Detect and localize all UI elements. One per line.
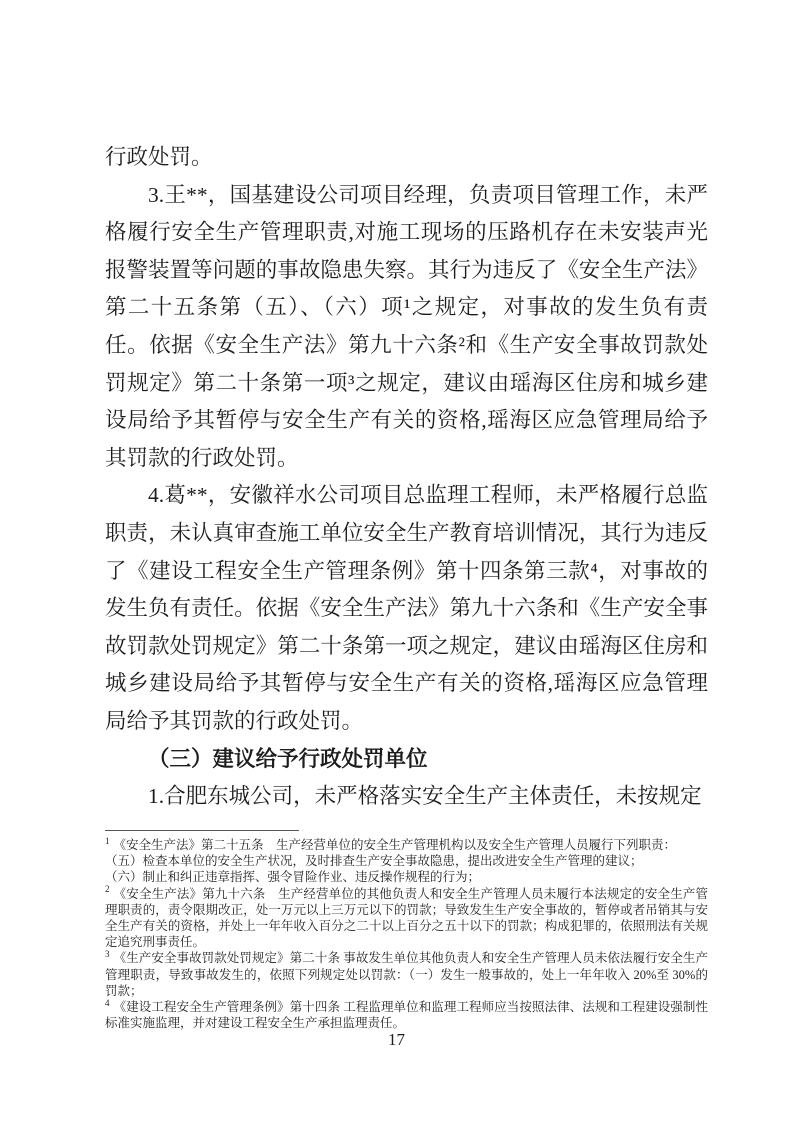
footnote-2-text: 《安全生产法》第九十六条 生产经营单位的其他负责人和安全生产管理人员未履行本法规定的安全生产管理职责的，责令限期改正，处一万元以上三万元以下的罚款；导致发生生产安全事故的，暂停或者吊销其与安全生产有关的资格，并处上一年年收入百分之二十以上百分之五十以下的罚款；构成犯罪的，依照刑法有关规定追究刑事责任。: [105, 886, 708, 950]
paragraph-person-4: 4.葛**，安徽祥水公司项目总监理工程师，未严格履行总监职责，未认真审查施工单位安全生产教育培训情况，其行为违反了《建设工程安全生产管理条例》第十四条第三款⁴，对事故的发生负有责任。依据《安全生产法》第九十六条和《生产安全事故罚款处罚规定》第二十条第一项之规定，建议由瑶海区住房和城乡建设局给予其暂停与安全生产有关的资格,瑶海区应急管理局给予其罚款的行政处罚。: [105, 483, 708, 733]
page-number: 17: [388, 1030, 405, 1049]
footnote-3-text: 《生产安全事故罚款处罚规定》第二十条 事故发生单位其他负责人和安全生产管理人员未依法履行安全生产管理职责，导致事故发生的，依照下列规定处以罚款：（一）发生一般事故的，处上一年年收入 20%至 30%的罚款；: [105, 951, 708, 998]
document-body: [105, 139, 708, 816]
footnote-4: [105, 999, 708, 1031]
footnote-3-marker: 3: [105, 949, 110, 960]
paragraph-unit-1: 1.合肥东城公司，未严格落实安全生产主体责任，未按规定: [148, 784, 702, 809]
footnote-1: [105, 837, 708, 853]
footnote-separator: [105, 830, 299, 831]
footnote-3: [105, 950, 708, 999]
paragraph-continuation: 行政处罚。: [105, 145, 213, 169]
footnote-1-marker: 1: [105, 835, 110, 846]
footnote-1-item-6: （六）制止和纠正违章指挥、强令冒险作业、违反操作规程的行为；: [105, 870, 481, 885]
footnotes-section: [105, 830, 708, 1031]
section-heading: （三）建议给予行政处罚单位: [148, 746, 428, 771]
paragraph-person-3: 3.王**，国基建设公司项目经理，负责项目管理工作，未严格履行安全生产管理职责,对施工现场的压路机存在未安装声光报警装置等问题的事故隐患失察。其行为违反了《安全生产法》第二十五条第（五）、（六）项¹之规定，对事故的发生负有责任。依据《安全生产法》第九十六条²和《生产安全事故罚款处罚规定》第二十条第一项³之规定，建议由瑶海区住房和城乡建设局给予其暂停与安全生产有关的资格,瑶海区应急管理局给予其罚款的行政处罚。: [105, 182, 708, 470]
footnote-2-marker: 2: [105, 884, 110, 895]
footnote-1-text: 《安全生产法》第二十五条 生产经营单位的安全生产管理机构以及安全生产管理人员履行下列职责：: [113, 838, 677, 852]
footnote-4-marker: 4: [105, 997, 110, 1008]
footnote-4-text: 《建设工程安全生产管理条例》第十四条 工程监理单位和监理工程师应当按照法律、法规和工程建设强制性标准实施监理，并对建设工程安全生产承担监理责任。: [105, 1000, 708, 1031]
footnote-1-item-5: （五）检查本单位的安全生产状况，及时排查生产安全事故隐患，提出改进安全生产管理的建议；: [105, 854, 643, 869]
footnote-2: [105, 886, 708, 951]
